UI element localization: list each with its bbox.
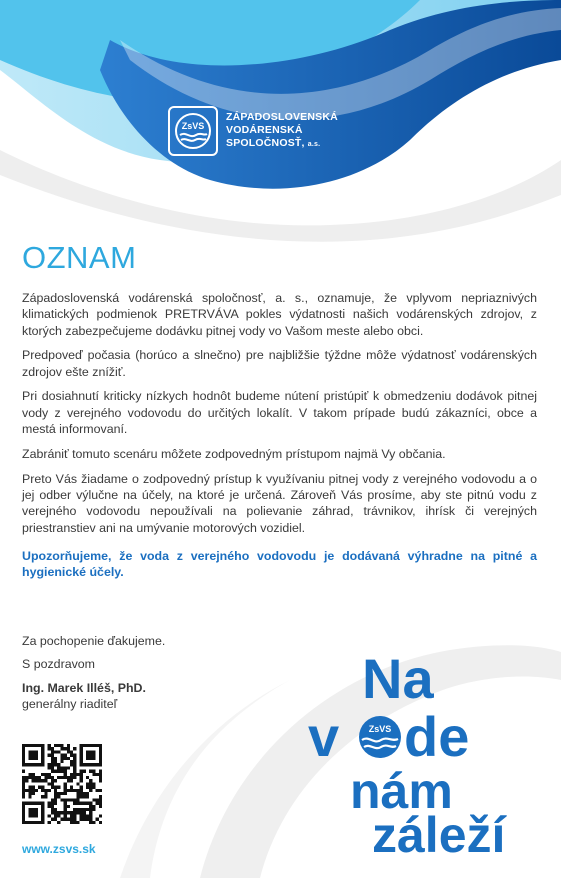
- signer-name: Ing. Marek Illéš, PhD.: [22, 680, 146, 695]
- qr-code-icon[interactable]: [22, 744, 102, 824]
- paragraph-1: Západoslovenská vodárenská spoločnosť, a. s., oznamuje, že vplyvom nepriaznivých klimatických podmienok PRETRVÁVA pokles výdatnosti našich vodárenských zdrojov, z ktorých zabezpečujeme dodávku pitnej vody vo Vašom meste alebo obci.: [22, 291, 537, 338]
- greeting-text: S pozdravom: [22, 657, 96, 672]
- slogan-line-3: nám: [350, 763, 453, 819]
- logo-badge-text: ZsVS: [181, 121, 205, 131]
- company-name-line3: SPOLOČNOSŤ,: [226, 137, 305, 149]
- website-link[interactable]: www.zsvs.sk: [22, 842, 96, 856]
- page-title: OZNAM: [22, 240, 137, 275]
- paragraph-2: Predpoveď počasia (horúco a slnečno) pre najbližšie týždne môže výdatnosť vodárenských zdrojov ešte znížiť.: [22, 348, 537, 379]
- zsvs-wave-badge-icon: [173, 111, 213, 151]
- signer-role: generálny riaditeľ: [22, 696, 118, 711]
- zsvs-badge: [168, 106, 218, 156]
- slogan-line-4: záleží: [372, 807, 506, 863]
- thanks-text: Za pochopenie ďakujeme.: [22, 634, 166, 648]
- company-name: [226, 111, 338, 151]
- closing-block: [22, 633, 165, 719]
- slogan-zsvs-drop-icon: [359, 716, 401, 758]
- paragraph-5: Preto Vás žiadame o zodpovedný prístup k využívaniu pitnej vody z verejného vodovodu a o jej odber výlučne na účely, na ktoré je určená. Zároveň Vás prosíme, aby ste pitnú vodu z verejného vodovodu nepoužívali na polievanie záhrad, trávnikov, ihrísk či verejných priestranstiev ani na umývanie motorových vozidiel.: [22, 471, 537, 535]
- company-logo: [168, 106, 338, 156]
- paragraph-4: Zabrániť tomuto scenáru môžete zodpovedným prístupom najmä Vy občania.: [22, 446, 446, 461]
- paragraph-3: Pri dosiahnutí kriticky nízkych hodnôt budeme nútení pristúpiť k obmedzeniu dodávok pitnej vody z verejného vodovodu do určitých lokalít. V takom prípade budú zákazníci, obce a mestá informovaní.: [22, 389, 537, 437]
- slogan-graphic: [300, 646, 561, 866]
- slogan-line-2-end: de: [404, 705, 470, 768]
- company-legal-suffix: a.s.: [307, 141, 321, 148]
- company-name-line2: VODÁRENSKÁ: [226, 124, 303, 136]
- slogan-line-2-start: v: [308, 705, 340, 768]
- warning-notice: Upozorňujeme, že voda z verejného vodovodu je dodávaná výhradne na pitné a hygienické účely.: [22, 549, 537, 580]
- slogan-badge-text: ZsVS: [368, 724, 392, 734]
- announcement-body: [22, 290, 537, 544]
- company-name-line1: ZÁPADOSLOVENSKÁ: [226, 111, 338, 123]
- slogan-line-1: Na: [362, 647, 434, 710]
